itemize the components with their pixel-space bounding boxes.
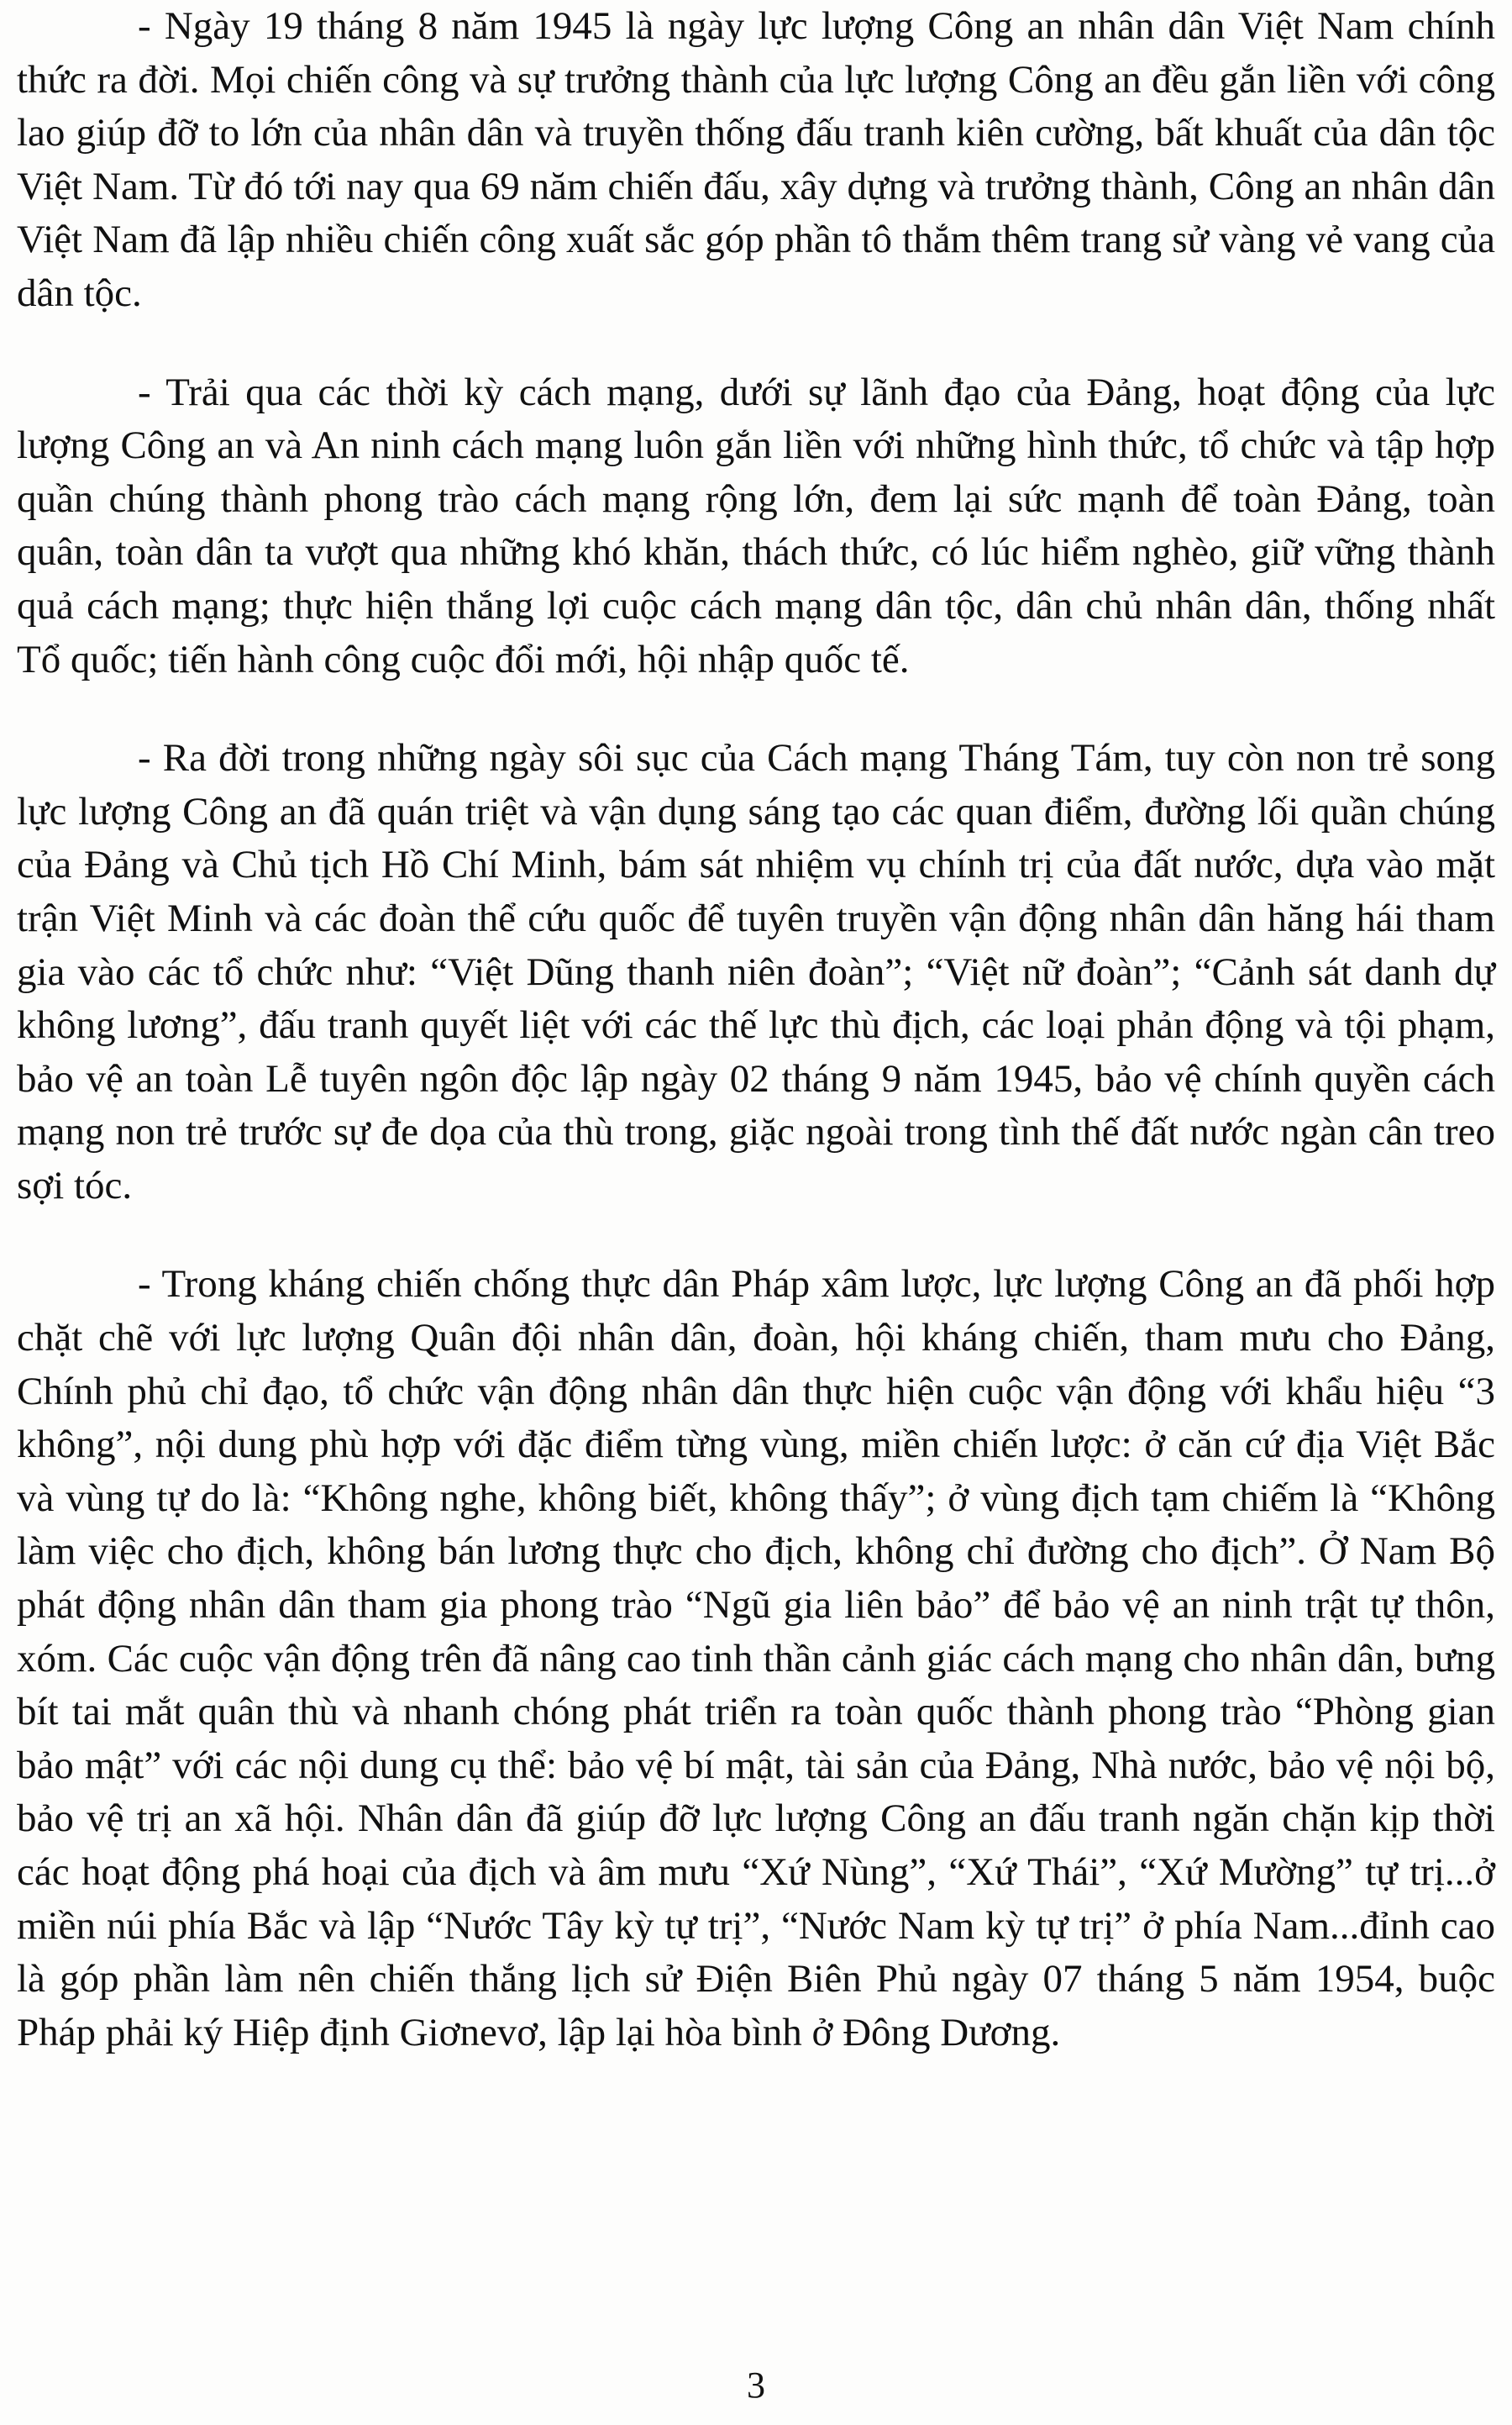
paragraph-resistance-war: - Trong kháng chiến chống thực dân Pháp xâm lược, lực lượng Công an đã phối hợp chặt chẽ với lực lượng Quân đội nhân dân, đoàn, hội kháng chiến, tham mưu cho Đảng, Chính phủ chỉ đạo, tổ chức vận động nhân dân thực hiện cuộc vận động với khẩu hiệu “3 không”, nội dung phù hợp với đặc điểm từng vùng, miền chiến lược: ở căn cứ địa Việt Bắc và vùng tự do là: “Không nghe, không biết, không thấy”; ở vùng địch tạm chiếm là “Không làm việc cho địch, không bán lương thực cho địch, không chỉ đường cho địch”. Ở Nam Bộ phát động nhân dân tham gia phong trào “Ngũ gia liên bảo” để bảo vệ an ninh trật tự thôn, xóm. Các cuộc vận động trên đã nâng cao tinh thần cảnh giác cách mạng cho nhân dân, bưng bít tai mắt quân thù và nhanh chóng phát triển ra toàn quốc thành phong trào “Phòng gian bảo mật” với các nội dung cụ thể: bảo vệ bí mật, tài sản của Đảng, Nhà nước, bảo vệ nội bộ, bảo vệ trị an xã hội. Nhân dân đã giúp đỡ lực lượng Công an đấu tranh ngăn chặn kịp thời các hoạt động phá hoại của địch và âm mưu “Xứ Nùng”, “Xứ Thái”, “Xứ Mường” tự trị...ở miền núi phía Bắc và lập “Nước Tây kỳ tự trị”, “Nước Nam kỳ tự trị” ở phía Nam...đỉnh cao là góp phần làm nên chiến thắng lịch sử Điện Biên Phủ ngày 07 tháng 5 năm 1954, buộc Pháp phải ký Hiệp định Giơnevơ, lập lại hòa bình ở Đông Dương. bbox=[17, 1262, 1495, 2054]
page-body bbox=[17, 0, 1495, 2059]
paragraph-revolutionary-periods: - Trải qua các thời kỳ cách mạng, dưới sự lãnh đạo của Đảng, hoạt động của lực lượng Công an và An ninh cách mạng luôn gắn liền với những hình thức, tổ chức và tập hợp quần chúng thành phong trào cách mạng rộng lớn, đem lại sức mạnh để toàn Đảng, toàn quân, toàn dân ta vượt qua những khó khăn, thách thức, có lúc hiểm nghèo, giữ vững thành quả cách mạng; thực hiện thắng lợi cuộc cách mạng dân tộc, dân chủ nhân dân, thống nhất Tổ quốc; tiến hành công cuộc đổi mới, hội nhập quốc tế. bbox=[17, 370, 1495, 681]
paragraph-police-founding: - Ngày 19 tháng 8 năm 1945 là ngày lực lượng Công an nhân dân Việt Nam chính thức ra đời. Mọi chiến công và sự trưởng thành của lực lượng Công an đều gắn liền với công lao giúp đỡ to lớn của nhân dân và truyền thống đấu tranh kiên cường, bất khuất của dân tộc Việt Nam. Từ đó tới nay qua 69 năm chiến đấu, xây dựng và trưởng thành, Công an nhân dân Việt Nam đã lập nhiều chiến công xuất sắc góp phần tô thắm thêm trang sử vàng vẻ vang của dân tộc. bbox=[17, 4, 1495, 315]
page-number: 3 bbox=[747, 2365, 765, 2406]
paragraph-august-revolution: - Ra đời trong những ngày sôi sục của Cách mạng Tháng Tám, tuy còn non trẻ song lực lượng Công an đã quán triệt và vận dụng sáng tạo các quan điểm, đường lối quần chúng của Đảng và Chủ tịch Hồ Chí Minh, bám sát nhiệm vụ chính trị của đất nước, dựa vào mặt trận Việt Minh và các đoàn thể cứu quốc để tuyên truyền vận động nhân dân hăng hái tham gia vào các tổ chức như: “Việt Dũng thanh niên đoàn”; “Việt nữ đoàn”; “Cảnh sát danh dự không lương”, đấu tranh quyết liệt với các thế lực thù địch, các loại phản động và tội phạm, bảo vệ an toàn Lễ tuyên ngôn độc lập ngày 02 tháng 9 năm 1945, bảo vệ chính quyền cách mạng non trẻ trước sự đe dọa của thù trong, giặc ngoài trong tình thế đất nước ngàn cân treo sợi tóc. bbox=[17, 736, 1495, 1207]
